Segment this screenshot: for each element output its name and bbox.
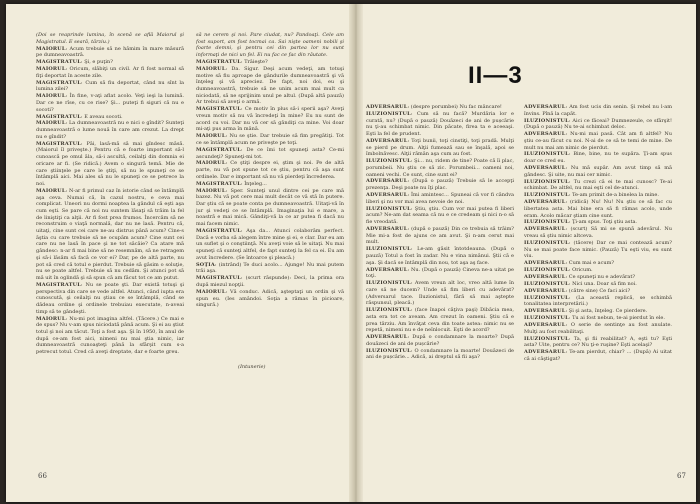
line-text: Vă conduc. Adică, aşteptaţi un ordin şi vă spun eu. (Ies amândoi. Soţia a rămas în picioare, singură.) (196, 288, 344, 309)
dialogue-line: MAIORUL: Acum trebuie să ne hămim în mare măsură pe dumneavoastră. (36, 45, 184, 59)
dialogue-line: SOŢIA: (intrând) Te duci acolo... Ajunge! Nu mai putem trăi aşa. (196, 261, 344, 275)
line-text: Ta, şi fii reabilitat? A, eşti tu? Eşti asta? Uite, pentru ce? Nu ţi-e ruşine? Eşti acelaşi? (524, 335, 672, 349)
dialogue-line: ADVERSARUL: Nu-mi mai pasă. Cât am fi altfel? Nu ştiu ce-au făcut cu noi. N-ai de ce să te temi de mine. De mult nu mai am nimic de pierdut. (524, 131, 672, 151)
dialogue-line: MAIORUL: Oricum, slăbiţi un civil. Ar fi fost normal să fiţi deportat în aceste zile. (36, 66, 184, 79)
dialogue-line: ILUZIONISTUL: Tu crezi că ei te mai cunosc? Te-ai schimbat. De altfel, nu mai eşti cel de-atunci. (524, 178, 672, 192)
speaker-name: MAGISTRATUL (36, 113, 81, 120)
line-text: (La această replică, se schimbă tonalitatea interpretării.) (524, 294, 672, 308)
stage-direction (36, 32, 184, 45)
line-text: În fine, v-aţi aflat acolo. Veţi ieşi la lumină. Dar ce ne rîse, cu ce rise? Şi... puteţi fi siguri că nu e socoti? (36, 93, 184, 113)
dialogue-line: ILUZIONISTUL: Ţi-am spus. Toţi ştiu asta. (524, 219, 638, 226)
dialogue-line: MAGISTRATUL: De ce îmi tot spuneţi asta? Ce-mi ascundeţi? Spuneţi-mi tot. (196, 146, 344, 160)
line-text: (după o pauză) Din ce trebuia să trăim? Mie mi-a fost de ajuns ce am avut. Şi n-am cerut mai mult. (366, 225, 514, 246)
line-text: Ce motiv în plus să-i sperii aşa? Aveţi vreun motiv să nu vă încredeţi în mine? Eu nu sunt de acord cu voi. Dar nu vă cer să gândiţi ca mine. Voi doar mi-aţi pus arma în mână. (196, 106, 344, 133)
dialogue-line: ADVERSARUL: Şi şi asta, înţeleg. Ce pierdere. (524, 308, 648, 315)
speaker-name: ILUZIONISTUL (366, 246, 411, 253)
line-text: Cum mai e acum? (568, 260, 615, 267)
speaker-name: MAIORUL (196, 187, 226, 194)
speaker-name: ADVERSARUL (524, 104, 566, 110)
speaker-name: MAIORUL (36, 93, 66, 100)
dialogue-line: ADVERSARUL: (despre porumbei) Nu fac mâncare! (366, 104, 502, 110)
dialogue-line: ILUZIONISTUL: (tăcere) Dar ce mai contează acum? Nu se mai poate face nimic. (Pauză) Tu eşti viu, eu sunt viu. (524, 239, 672, 260)
dialogue-line: ADVERSARUL: Am fost ucis din senin. Şi rebel nu l-am învins. Pînă la capăt. (524, 104, 672, 117)
line-text: Oricum, slăbiţi un civil. Ar fi fost normal să fiţi deportat în aceste zile. (36, 66, 184, 79)
dialogue-line: MAGISTRATUL: Păi, lasă-mă să mai gîndesc măsă. (Maiorul îl priveşte.) Pentru că e foarte important să-l cunoască pe omul ăla, să-i ascultă, ceilalţi din domnia ei oricare ar fi. (Se ridică.) Avem o singură temă. Mie de care ştiinţele pe care le ştiţi, să nu le spuneţi ce se întâmplă aici. Mai ales să nu le spuneţi ce se petrece la noi. (36, 140, 184, 187)
line-text: Acum trebuie să ne hămim în mare măsură pe dumneavoastră. (36, 45, 184, 59)
speaker-name: ILUZIONISTUL (366, 158, 411, 165)
dialogue-line: ADVERSARUL: Nu mă supăr. Am avut timp să mă gândesc. Şi uite, nu mai cer nimic. (524, 165, 672, 178)
dialogue-line: ILUZIONISTUL: Tu ai fost nebun, te-ai pierdut în ele. (524, 315, 665, 322)
line-text: Nici una. Doar să fim noi. (572, 280, 637, 287)
line-text: (despre porumbei) Nu fac mâncare! (410, 104, 502, 110)
speaker-name: ILUZIONISTUL (524, 280, 569, 287)
speaker-name: ADVERSARUL (524, 287, 566, 294)
speaker-name: ADVERSARUL (366, 192, 408, 199)
line-text: Ce spuneţi nu e adevărat? (568, 274, 636, 281)
speaker-name: MAIORUL (36, 315, 66, 322)
dialogue-line: ILUZIONISTUL: Cum să nu facă? Murdăria lor e curată, nu? (După o pauză) Douăzeci de ani de pușcărie nu ţi-au schimbat nimic. Din păcate, firea ta e aceeaşi. Eşti la fel de prudent. (366, 110, 514, 137)
line-text: Toţi bunii, toţi cinstiţi, toţi pradă. Mulţi se pierd pe drum. Alţii fumează sau se înşală, apoi se îmbolnăvesc. Alţii rămân aşa cum au fost. (366, 137, 514, 158)
line-text: (Doi se reaprinde lumina, în scenă se află Maiorul şi Magistratul. E seară, târziu.) (36, 32, 184, 45)
line-text: Nu. (După o pauză) Cineva ne-a uitat pe toţi. (366, 266, 514, 280)
speaker-name: SOŢIA (196, 261, 215, 268)
line-text: E aveau socoti. (84, 113, 123, 120)
dialogue-line: MAIORUL: Nu se ştie. Dar trebuie să fim pregătiţi. Tot ce se întâmplă acum ne priveşte pe toţi. (196, 133, 344, 146)
line-text: să ne cerem şi noi. Pare ciudat, nu? Pandoaţi. Cele am fost suport, am fost tocmai ca. Sai nişte oameni nobili şi foarte demni, şi pentru cei din partea lor nu sunt informaţi de nici un fel. Ei nu fac ce fac din răutate. (196, 32, 344, 59)
dialogue-line: MAGISTRATUL: Aşa da... Atunci colaborăm perfect. Dacă e vorba să alegem între mine şi ei, e clar. Dar eu am un suflet şi o conştiinţă. Nu aveţi voie să le uitaţi. Nu mai spuneţi că sunteţi altfel, de fapt sunteţi la fel ca ei. Eu am avut încredere. (Se întoarce şi pleacă.) (196, 228, 344, 261)
line-text: Şi şi asta, înţeleg. Ce pierdere. (568, 308, 648, 315)
dialogue-line: ILUZIONISTUL: (La această replică, se schimbă tonalitatea interpretării.) (524, 294, 672, 308)
speaker-name: MAGISTRATUL (36, 59, 81, 66)
dialogue-line: ILUZIONISTUL: Nici una. Doar să fim noi. (524, 280, 637, 287)
speaker-name: MAIORUL (36, 66, 66, 73)
dialogue-line: ADVERSARUL: (scurt) Să mi se spună adevărul. Nu vreau să ştiu nimic altceva. (524, 226, 672, 240)
line-text: (scurt) Să mi se spună adevărul. Nu vreau să ştiu nimic altceva. (524, 226, 672, 240)
dialogue-line: ADVERSARUL: (După o pauză) Trebuie să le accepţi prezenţa. Deşi poate nu îţi plac. (366, 178, 514, 192)
page-number-left: 66 (38, 472, 47, 480)
dialogue-line: ILUZIONISTUL: Ştiu, ştiu. Cum vor mai putea fi liberi acum? Ne-am dat seama că nu e ce credeam şi nici n-o să fie vreodată. (366, 205, 514, 226)
dialogue-line: MAGISTRATUL: Trăieşte? (196, 59, 268, 65)
line-text: Da. Sigur. Deşi acum vedeţi, am totuşi motive să fiu aproape de gândurile dumneavoastră şi vă înţeleg şi vă apreciez. De fapt, noi doi, eu şi dumneavoastră, trebuie să ne unim acum mai mult ca niciodată, să ne sprijinim unul pe altul. (După altă pauză) Ar trebui să aveţi o armă. (196, 65, 344, 106)
speaker-name: ILUZIONISTUL (366, 110, 411, 117)
speaker-name: ADVERSARUL (366, 178, 408, 185)
dialogue-line: ILUZIONISTUL: (face înapoi câţiva paşi) Dibăcia mea, asta era tot ce aveam. Am crezut în oameni. Ştiu că e prea târziu. Am învăţat ceva din toate astea: nimic nu se repetă, nimeni nu e de neînlocuit. Eşti de acord? (366, 307, 514, 334)
speaker-name: ADVERSARUL (524, 308, 566, 315)
speaker-name: ILUZIONISTUL (366, 347, 411, 354)
speaker-name: ILUZIONISTUL (524, 219, 569, 226)
line-text: Te-am primit de-a binelea la mine. (572, 192, 659, 199)
speaker-name: ILUZIONISTUL (524, 267, 569, 274)
line-text: Ce ştiţi despre ei, ştim şi noi. Pe de altă parte, nu vă pot spune tot ce ştiu, pentru că aşa sunt ordinele. Dar e important să nu vă pierdeţi încrederea. (196, 160, 344, 180)
right-column-2 (524, 104, 672, 464)
line-text: Şi... nu, ridem de tine? Poate că îi plac, porumbeii. Nu ştiu ce să zic. Porumbeii... oameni noi, oameni vechi. Ce sunt, cine sunt ei? (366, 158, 514, 178)
speaker-name: MAIORUL (196, 160, 226, 167)
speaker-name: ADVERSARUL (366, 266, 408, 273)
speaker-name: ILUZIONISTUL (524, 192, 569, 199)
speaker-name: ILUZIONISTUL (524, 151, 569, 158)
speaker-name: MAGISTRATUL (36, 79, 81, 86)
speaker-name: MAGISTRATUL (196, 228, 241, 235)
line-text: N-ar fi primul caz în istorie când se întâmplă aşa ceva. Numai că, în cazul nostru, e ceva mai complicat. Uneori nu dormi noaptea la gândul că eşti aşa cum eşti. Se pare că noi nu suntem lăsaţi să trăim la fel de liniştiţi ca alţii. Ar fi fost prea frumos. Încercăm să ne reconstruim o viaţă normală, dar nu ne lasă. Pentru că, uitaţi, cine sunt cei care ne-au distrus până acum? Cine-s ăştia cu care trebuie să ne ocupăm acum? Cine sunt cei care nu ne lasă în pace şi ne tot sâcâie? Ca atare mă gândesc: n-ar fi mai bine să ne resemnăm, să ne retragem şi să-i lăsăm să facă ce vor ei? Dar, pe de altă parte, nu pot să cred că totul e pierdut. Trebuie să găsim o soluţie, nu se poate altfel. Trebuie să nu cedăm. Şi atunci pot să mă uit în oglindă şi să spun că am făcut tot ce am putut. (36, 187, 184, 281)
book-gutter (349, 4, 363, 502)
speaker-name: ILUZIONISTUL (524, 335, 569, 342)
speaker-name: ILUZIONISTUL (366, 307, 411, 314)
line-text: Nu se ştie. Dar trebuie să fim pregătiţi. Tot ce se întâmplă acum ne priveşte pe toţi. (196, 133, 344, 146)
dialogue-line: ADVERSARUL: Toţi bunii, toţi cinstiţi, toţi pradă. Mulţi se pierd pe drum. Alţii fumează sau se înşală, apoi se îmbolnăvesc. Alţii rămân aşa cum au fost. (366, 137, 514, 158)
line-text: (scurt răspunde): Deci, la prima ora după miezul nopţii. (196, 275, 344, 289)
speaker-name: MAIORUL (196, 65, 226, 72)
speaker-name: ILUZIONISTUL (524, 178, 569, 185)
speaker-name: ADVERSARUL (366, 334, 408, 341)
dialogue-line: ADVERSARUL: (ridică) Nu! Nu! Nu ştiu ce să fac cu libertatea asta. Mai bine era să fi rămas acolo, unde eram. Acolo măcar ştiam cine sunt. (524, 199, 672, 219)
dialogue-line: MAGISTRATUL: Şi, e puţin? (36, 59, 113, 66)
speaker-name: ILUZIONISTUL (524, 315, 569, 322)
line-text: Ştiu, ştiu. Cum vor mai putea fi liberi acum? Ne-am dat seama că nu e ce credeam şi nici n-o să fie vreodată. (366, 205, 514, 226)
speaker-name: ADVERSARUL (524, 260, 566, 267)
book-spread (6, 4, 696, 502)
right-column-1 (366, 104, 514, 464)
speaker-name: ADVERSARUL (366, 104, 408, 110)
dialogue-line: MAIORUL: La dumneavoastră nu e nici o gîndit? Sunteţi dumneavoastră o lume nouă în care am crezut. La drept nu e gîndit? (36, 120, 184, 140)
speaker-name: MAIORUL (36, 45, 66, 52)
right-page (363, 4, 696, 502)
dialogue-line: MAGISTRATUL: Cum să fiu deportat, când nu sînt la lumina zilei? (36, 79, 184, 93)
dialogue-line: ILUZIONISTUL: Te-am primit de-a binelea la mine. (524, 192, 659, 199)
line-text: Bine, bine, nu te supăra. Ţi-am spus doar ce cred eu. (524, 151, 672, 165)
dialogue-line: MAIORUL: Sper. Sunteţi unul dintre cei pe care mă bazez. Nu vă pot cere mai mult decât ce vă stă în putere. Dar ştiu că se poate conta pe dumneavoastră. Uitaţi-vă în jur şi vedeţi ce se întâmplă. Imaginaţia lui e mare, a noastră e mai mică. Gândiţi-vă la ce ar putea fi dacă nu mai facem nimic. (196, 187, 344, 228)
line-text: După o condamnare la moarte? După douăzeci de ani de pușcărie? (366, 334, 514, 347)
left-page (6, 4, 349, 502)
dialogue-line: MAGISTRATUL: Înţeleg... (196, 180, 267, 187)
speaker-name: MAGISTRATUL (196, 275, 241, 282)
line-text: Nu-mi pot imagina altfel. (Tăcere.) Ce mai e de spus? Nu v-am spus niciodată până acum. Şi ei au ştiut totul şi noi am tăcut. Toţi a fost aşa. Şi în 1950, în anul de după ce-am fost aici, nimeni nu mai ştia nimic, iar dumneavoastră cunoaşteţi până la sfârşit cum s-a petrecut totul. Cred că aveţi dreptate, dar e foarte greu. (36, 315, 184, 356)
line-text: Trăieşte? (244, 59, 268, 65)
line-text: Nu-mi mai pasă. Cât am fi altfel? Nu ştiu ce-au făcut cu noi. N-ai de ce să te temi de mine. De mult nu mai am nimic de pierdut. (524, 131, 672, 151)
line-text: Avem vreun alt loc, vreo altă lume în care să ne ducem? Unde să fim liberi cu adevărat? (Adversarul tace. Iluzionistul, fără să mai aştepte răspunsul, pleacă.) (366, 280, 514, 307)
speaker-name: MAIORUL (36, 120, 66, 127)
speaker-name: ILUZIONISTUL (524, 239, 569, 246)
speaker-name: MAIORUL (36, 187, 66, 194)
line-text: Tu crezi că ei te mai cunosc? Te-ai schimbat. De altfel, nu mai eşti cel de-atunci. (524, 178, 672, 192)
speaker-name: MAGISTRATUL (36, 281, 81, 288)
line-text: Şi, e puţin? (84, 59, 113, 66)
line-text: (tăcere) Dar ce mai contează acum? Nu se mai poate face nimic. (Pauză) Tu eşti viu, eu sunt viu. (524, 239, 672, 260)
dialogue-line: MAIORUL: Vă conduc. Adică, aşteptaţi un ordin şi vă spun eu. (Ies amândoi. Soţia a rămas în picioare, singură.) (196, 288, 344, 309)
dialogue-line: ADVERSARUL: După o condamnare la moarte? După douăzeci de ani de pușcărie? (366, 334, 514, 347)
dialogue-line: ADVERSARUL: Nu. (După o pauză) Cineva ne-a uitat pe toţi. (366, 266, 514, 280)
speaker-name: ILUZIONISTUL (366, 280, 411, 287)
dialogue-line: ILUZIONISTUL: Bine, bine, nu te supăra. Ţi-am spus doar ce cred eu. (524, 151, 672, 165)
line-text: Îmi amintesc... Spuneai că vor fi cândva liberi şi nu vor mai avea nevoie de noi. (366, 192, 514, 205)
dialogue-line: MAIORUL: În fine, v-aţi aflat acolo. Veţi ieşi la lumină. Dar ce ne rîse, cu ce rise? Şi... puteţi fi siguri că nu e socoti? (36, 93, 184, 113)
line-text: Tu ai fost nebun, te-ai pierdut în ele. (572, 315, 665, 322)
line-text: Cum să fiu deportat, când nu sînt la lumina zilei? (36, 79, 184, 93)
line-text: Înţeleg... (244, 180, 267, 187)
page-number-right: 67 (677, 472, 686, 480)
speaker-name: ADVERSARUL (524, 131, 566, 138)
speaker-name: ADVERSARUL (366, 225, 408, 232)
dialogue-line: MAGISTRATUL: (scurt răspunde): Deci, la prima ora după miezul nopţii. (196, 275, 344, 289)
stage-direction-curtain: (Intunerie) (238, 364, 266, 370)
line-text: Nu se poate şti. Dar există totuşi şi perspectiva din care se vede altfel. Atunci, când iupta era cunoscută, şi ceilalţi nu ştiau ce se întâmplă, când se dădeau ordine şi ordinele trebuiau executate, n-aveai timp să te gândeşti. (36, 281, 184, 315)
line-text: (După o pauză) Trebuie să le accepţi prezenţa. Deşi poate nu îţi plac. (366, 178, 514, 192)
dialogue-line: ADVERSARUL: O serie de sentinţe au fost anulate. Mulţi au fost reabilitaţi. (524, 322, 672, 335)
speaker-name: MAIORUL (196, 288, 226, 295)
dialogue-line: MAGISTRATUL: Ce motiv în plus să-i sperii aşa? Aveţi vreun motiv să nu vă încredeţi în mine? Eu nu sunt de acord cu voi. Dar nu vă cer să gândiţi ca mine. Voi doar mi-aţi pus arma în mână. (196, 106, 344, 133)
line-text: Aici ce făceai? Dumnezeule, ce sfârşit! (După o pauză) Nu te-ai schimbat deloc. (524, 117, 672, 131)
dialogue-line: MAIORUL: Da. Sigur. Deşi acum vedeţi, am totuşi motive să fiu aproape de gândurile dumneavoastră şi vă înţeleg şi vă apreciez. De fapt, noi doi, eu şi dumneavoastră, trebuie să ne unim acum mai mult ca niciodată, să ne sprijinim unul pe altul. (După altă pauză) Ar trebui să aveţi o armă. (196, 65, 344, 106)
speaker-name: ILUZIONISTUL (524, 117, 569, 124)
dialogue-line: MAIORUL: Ce ştiţi despre ei, ştim şi noi. Pe de altă parte, nu vă pot spune tot ce ştiu, pentru că aşa sunt ordinele. Dar e important să nu vă pierdeţi încrederea. (196, 160, 344, 180)
dialogue-line: ADVERSARUL: Ce spuneţi nu e adevărat? (524, 274, 636, 281)
speaker-name: ILUZIONISTUL (524, 294, 569, 301)
line-text: Oricum. (572, 267, 593, 274)
line-text: Te-am pierdut, chiar? ... (După) Ai uitat că ai câştigat? (524, 349, 672, 362)
dialogue-line: ILUZIONISTUL: Avem vreun alt loc, vreo altă lume în care să ne ducem? Unde să fim liberi cu adevărat? (Adversarul tace. Iluzionistul, fără să mai aştepte răspunsul, pleacă.) (366, 280, 514, 307)
line-text: Ţi-am spus. Toţi ştiu asta. (572, 219, 638, 226)
line-text: Cum să nu facă? Murdăria lor e curată, nu? (După o pauză) Douăzeci de ani de pușcărie nu ţi-au schimbat nimic. Din păcate, firea ta e aceeaşi. Eşti la fel de prudent. (366, 110, 514, 137)
speaker-name: ADVERSARUL (524, 349, 566, 356)
speaker-name: ADVERSARUL (524, 199, 566, 206)
line-text: O condamnare la moarte! Douăzeci de ani de pușcărie... Adică, ai dreptul să fii aşa? (366, 347, 514, 361)
line-text: Am fost ucis din senin. Şi rebel nu l-am învins. Pînă la capăt. (524, 104, 672, 117)
speaker-name: ADVERSARUL (366, 137, 408, 144)
speaker-name: MAIORUL (196, 133, 226, 140)
line-text: (face înapoi câţiva paşi) Dibăcia mea, asta era tot ce aveam. Am crezut în oameni. Ştiu că e prea târziu. Am învăţat ceva din toate astea: nimic nu se repetă, nimeni nu e de neînlocuit. Eşti de acord? (366, 307, 514, 334)
speaker-name: MAGISTRATUL (196, 180, 241, 187)
line-text: O serie de sentinţe au fost anulate. Mulţi au fost reabilitaţi. (524, 322, 672, 335)
speaker-name: ADVERSARUL (524, 274, 566, 281)
line-text: Le-am găsit întotdeauna. (După o pauză) Totul a fost în zadar. Nu e vina nimănui. Ştii că e aşa. Şi dacă se întâmplă din nou, tot aşa aş face. (366, 246, 514, 266)
dialogue-line: MAGISTRATUL: Nu se poate şti. Dar există totuşi şi perspectiva din care se vede altfel. Atunci, când iupta era cunoscută, şi ceilalţi nu ştiau ce se întâmplă, când se dădeau ordine şi ordinele trebuiau executate, n-aveai timp să te gândeşti. (36, 281, 184, 315)
dialogue-line: ADVERSARUL: Cum mai e acum? (524, 260, 615, 267)
dialogue-line: ADVERSARUL: Îmi amintesc... Spuneai că vor fi cândva liberi şi nu vor mai avea nevoie de noi. (366, 192, 514, 205)
dialogue-line: ADVERSARUL: (către sine) Ce faci aici? (524, 287, 631, 294)
speaker-name: MAGISTRATUL (196, 106, 241, 113)
speaker-name: ADVERSARUL (524, 165, 566, 172)
line-text: La dumneavoastră nu e nici o gîndit? Sunteţi dumneavoastră o lume nouă în care am crezut. La drept nu e gîndit? (36, 120, 184, 140)
chapter-heading: II—3 (468, 62, 523, 89)
line-text: (intrând) Te duci acolo... Ajunge! Nu mai putem trăi aşa. (196, 261, 344, 275)
dialogue-line: ILUZIONISTUL: Şi... nu, ridem de tine? Poate că îi plac, porumbeii. Nu ştiu ce să zic. Porumbeii... oameni noi, oameni vechi. Ce sunt, cine sunt ei? (366, 158, 514, 178)
speaker-name: MAGISTRATUL (196, 146, 241, 153)
line-text: Aşa da... Atunci colaborăm perfect. Dacă e vorba să alegem între mine şi ei, e clar. Dar eu am un suflet şi o conştiinţă. Nu aveţi voie să le uitaţi. Nu mai spuneţi că sunteţi altfel, de fapt sunteţi la fel ca ei. Eu am avut încredere. (Se întoarce şi pleacă.) (196, 228, 344, 261)
line-text: (către sine) Ce faci aici? (568, 287, 631, 294)
line-text: Păi, lasă-mă să mai gîndesc măsă. (Maiorul îl priveşte.) Pentru că e foarte important să-l cunoască pe omul ăla, să-i ascultă, ceilalţi din domnia ei oricare ar fi. (Se ridică.) Avem o singură temă. Mie de care ştiinţele pe care le ştiţi, să nu le spuneţi ce se întâmplă aici. Mai ales să nu le spuneţi ce se petrece la noi. (36, 140, 184, 187)
dialogue-line: ILUZIONISTUL: Aici ce făceai? Dumnezeule, ce sfârşit! (După o pauză) Nu te-ai schimbat deloc. (524, 117, 672, 131)
dialogue-line: MAIORUL: N-ar fi primul caz în istorie când se întâmplă aşa ceva. Numai că, în cazul nostru, e ceva mai complicat. Uneori nu dormi noaptea la gândul că eşti aşa cum eşti. Se pare că noi nu suntem lăsaţi să trăim la fel de liniştiţi ca alţii. Ar fi fost prea frumos. Încercăm să ne reconstruim o viaţă normală, dar nu ne lasă. Pentru că, uitaţi, cine sunt cei care ne-au distrus până acum? Cine-s ăştia cu care trebuie să ne ocupăm acum? Cine sunt cei care nu ne lasă în pace şi ne tot sâcâie? Ca atare mă gândesc: n-ar fi mai bine să ne resemnăm, să ne retragem şi să-i lăsăm să facă ce vor ei? Dar, pe de altă parte, nu pot să cred că totul e pierdut. Trebuie să găsim o soluţie, nu se poate altfel. Trebuie să nu cedăm. Şi atunci pot să mă uit în oglindă şi să spun că am făcut tot ce am putut. (36, 187, 184, 281)
dialogue-line: MAGISTRATUL: E aveau socoti. (36, 113, 123, 120)
line-text: (ridică) Nu! Nu! Nu ştiu ce să fac cu libertatea asta. Mai bine era să fi rămas acolo, unde eram. Acolo măcar ştiam cine sunt. (524, 199, 672, 219)
dialogue-line: ILUZIONISTUL: Le-am găsit întotdeauna. (După o pauză) Totul a fost în zadar. Nu e vina nimănui. Ştii că e aşa. Şi dacă se întâmplă din nou, tot aşa aş face. (366, 246, 514, 266)
dialogue-line: ILUZIONISTUL: Ta, şi fii reabilitat? A, eşti tu? Eşti asta? Uite, pentru ce? Nu ţi-e ruşine? Eşti acelaşi? (524, 335, 672, 349)
dialogue-line: ILUZIONISTUL: O condamnare la moarte! Douăzeci de ani de pușcărie... Adică, ai dreptul să fii aşa? (366, 347, 514, 361)
stage-direction (196, 32, 344, 59)
line-text: Sper. Sunteţi unul dintre cei pe care mă bazez. Nu vă pot cere mai mult decât ce vă stă în putere. Dar ştiu că se poate conta pe dumneavoastră. Uitaţi-vă în jur şi vedeţi ce se întâmplă. Imaginaţia lui e mare, a noastră e mai mică. Gândiţi-vă la ce ar putea fi dacă nu mai facem nimic. (196, 187, 344, 228)
line-text: Nu mă supăr. Am avut timp să mă gândesc. Şi uite, nu mai cer nimic. (524, 165, 672, 178)
left-column-1 (36, 32, 184, 442)
dialogue-line: ADVERSARUL: Te-am pierdut, chiar? ... (După) Ai uitat că ai câştigat? (524, 349, 672, 362)
speaker-name: ADVERSARUL (524, 226, 566, 233)
dialogue-line: ILUZIONISTUL: Oricum. (524, 267, 593, 274)
speaker-name: MAGISTRATUL (36, 140, 81, 147)
line-text: De ce îmi tot spuneţi asta? Ce-mi ascundeţi? Spuneţi-mi tot. (196, 146, 344, 160)
speaker-name: MAGISTRATUL (196, 59, 241, 65)
dialogue-line: MAIORUL: Nu-mi pot imagina altfel. (Tăcere.) Ce mai e de spus? Nu v-am spus niciodată până acum. Şi ei au ştiut totul şi noi am tăcut. Toţi a fost aşa. Şi în 1950, în anul de după ce-am fost aici, nimeni nu mai ştia nimic, iar dumneavoastră cunoaşteţi până la sfârşit cum s-a petrecut totul. Cred că aveţi dreptate, dar e foarte greu. (36, 315, 184, 356)
speaker-name: ILUZIONISTUL (366, 205, 411, 212)
speaker-name: ADVERSARUL (524, 322, 566, 329)
left-column-2 (196, 32, 344, 368)
dialogue-line: ADVERSARUL: (după o pauză) Din ce trebuia să trăim? Mie mi-a fost de ajuns ce am avut. Şi n-am cerut mai mult. (366, 225, 514, 246)
